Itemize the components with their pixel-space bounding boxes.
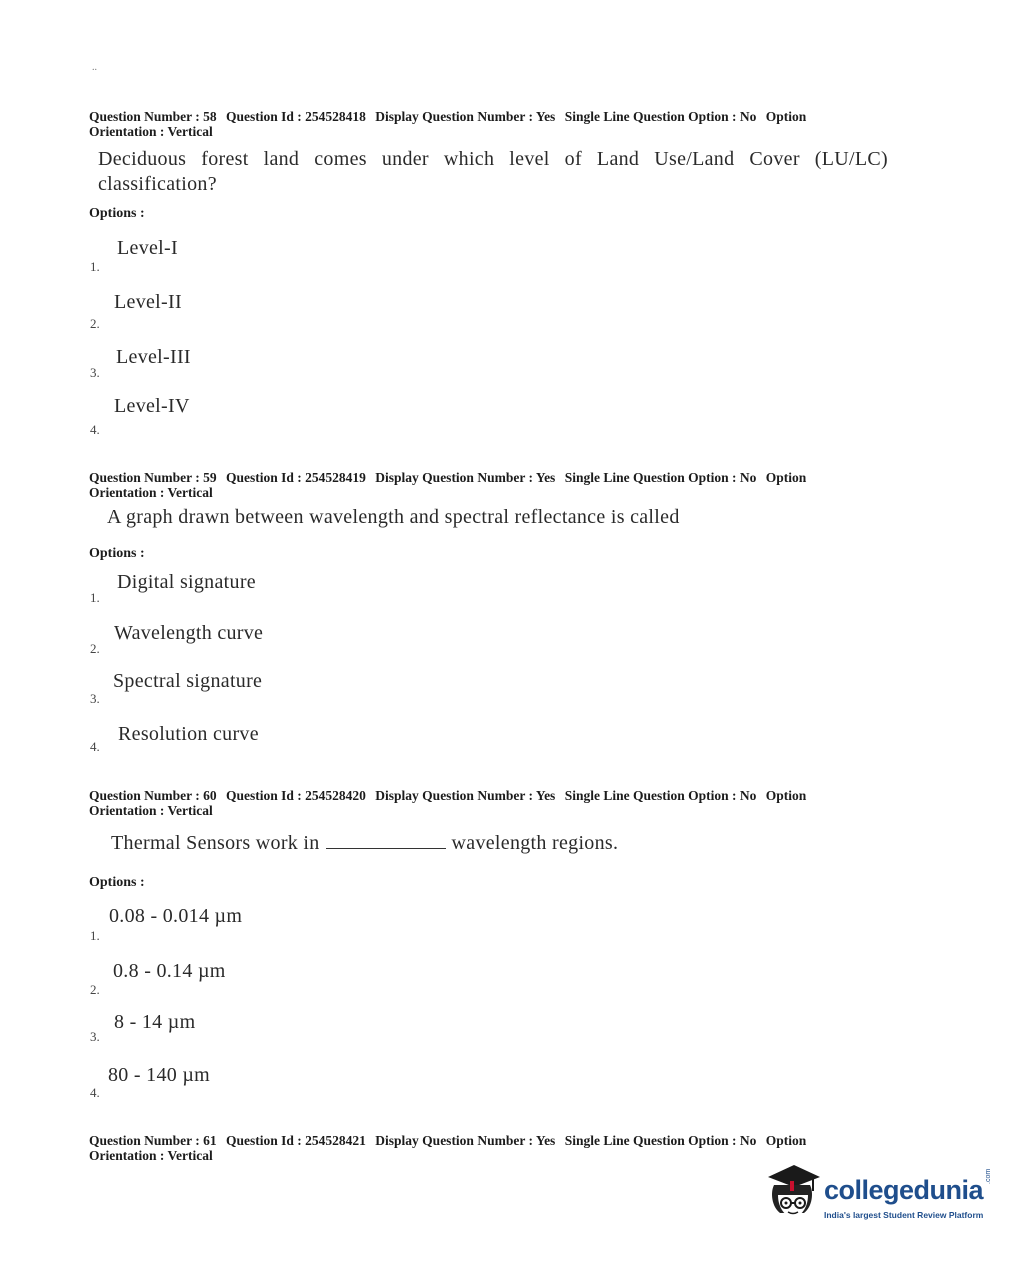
options-label: Options : <box>89 546 145 561</box>
option-number: 3. <box>90 1029 100 1044</box>
option-text: 8 - 14 µm <box>114 1011 196 1033</box>
orientation: Orientation : Vertical <box>89 1147 213 1163</box>
question-id: Question Id : 254528418 <box>226 109 366 124</box>
mascot-icon <box>764 1163 822 1225</box>
option-number: 4. <box>90 739 100 754</box>
question-id: Question Id : 254528421 <box>226 1133 366 1148</box>
logo-dotcom: .com <box>985 1168 992 1184</box>
option-number: 4. <box>90 1085 100 1100</box>
question-61-meta <box>89 1134 879 1163</box>
display-question-number: Display Question Number : Yes <box>375 1133 556 1148</box>
options-label: Options : <box>89 206 145 221</box>
option-number: 1. <box>90 928 100 943</box>
option-word: Option <box>765 788 807 803</box>
option-number: 3. <box>90 691 100 706</box>
single-line-option: Single Line Question Option : No <box>564 1133 757 1148</box>
question-number: Question Number : 61 <box>89 1133 217 1148</box>
option-number: 1. <box>90 259 100 274</box>
option-text: Spectral signature <box>113 670 263 692</box>
collegedunia-logo <box>764 1163 994 1225</box>
orientation: Orientation : Vertical <box>89 123 213 139</box>
option-number: 2. <box>90 316 100 331</box>
option-number: 1. <box>90 590 100 605</box>
fill-in-blank <box>326 830 446 849</box>
question-number: Question Number : 60 <box>89 788 217 803</box>
single-line-option: Single Line Question Option : No <box>564 470 757 485</box>
options-label: Options : <box>89 875 145 890</box>
orientation: Orientation : Vertical <box>89 802 213 818</box>
question-number: Question Number : 59 <box>89 470 217 485</box>
single-line-option: Single Line Question Option : No <box>564 109 757 124</box>
question-59-text: A graph drawn between wavelength and spectral reflectance is called <box>107 506 680 528</box>
single-line-option: Single Line Question Option : No <box>564 788 757 803</box>
question-id: Question Id : 254528420 <box>226 788 366 803</box>
question-number: Question Number : 58 <box>89 109 217 124</box>
orientation: Orientation : Vertical <box>89 484 213 500</box>
logo-tagline: India's largest Student Review Platform <box>824 1210 984 1220</box>
question-58-text: Deciduous forest land comes under which level of Land Use/Land Cover (LU/LC) classification? <box>98 148 888 195</box>
option-number: 4. <box>90 422 100 437</box>
logo-wordmark: collegedunia <box>824 1175 984 1205</box>
option-word: Option <box>765 470 807 485</box>
option-text: Resolution curve <box>118 723 259 745</box>
option-text: 0.8 - 0.14 µm <box>113 960 226 982</box>
question-text-before-blank: Thermal Sensors work in <box>111 832 320 854</box>
option-text: Level-II <box>114 291 182 313</box>
display-question-number: Display Question Number : Yes <box>375 109 556 124</box>
option-number: 2. <box>90 641 100 656</box>
display-question-number: Display Question Number : Yes <box>375 788 556 803</box>
option-word: Option <box>765 109 807 124</box>
option-word: Option <box>765 1133 807 1148</box>
option-text: Level-I <box>117 237 178 259</box>
question-58-meta <box>89 110 879 139</box>
option-text: Digital signature <box>117 571 256 593</box>
question-text-after-blank: wavelength regions. <box>451 832 619 854</box>
display-question-number: Display Question Number : Yes <box>375 470 556 485</box>
option-text: Level-III <box>116 346 191 368</box>
page-marker: .. <box>92 62 97 73</box>
option-number: 3. <box>90 365 100 380</box>
option-text: Level-IV <box>114 395 190 417</box>
option-text: Wavelength curve <box>114 622 264 644</box>
question-60-meta <box>89 789 879 818</box>
option-text: 0.08 - 0.014 µm <box>109 905 243 927</box>
option-text: 80 - 140 µm <box>108 1064 211 1086</box>
question-59-meta <box>89 471 879 500</box>
question-60-text <box>111 830 618 856</box>
question-id: Question Id : 254528419 <box>226 470 366 485</box>
option-number: 2. <box>90 982 100 997</box>
